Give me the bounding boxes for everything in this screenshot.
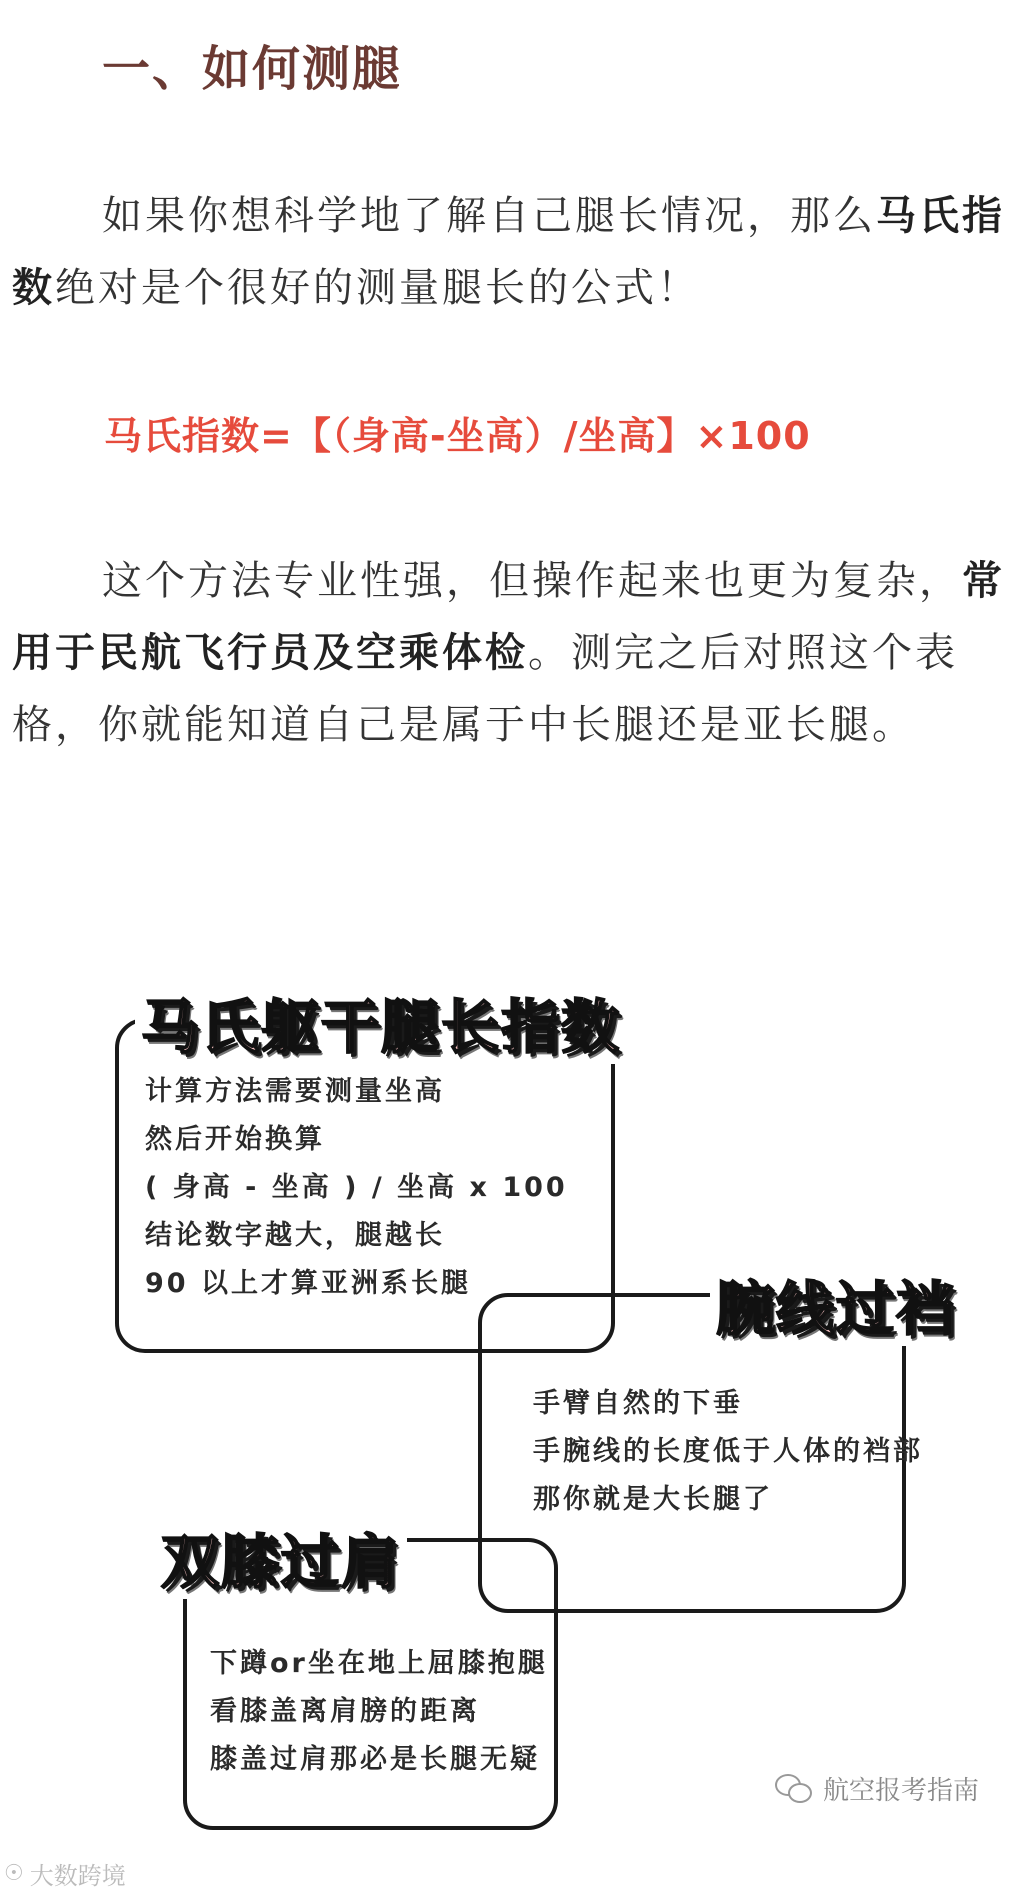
intro-text-1: 如果你想科学地了解自己腿长情况，那么 <box>102 193 876 239</box>
method-bold-text: 常用于民航飞行员及空乘体检 <box>12 558 1005 676</box>
method-text-2: 。测完之后对照这个表格，你就能知道自己是属于中长腿还是亚长腿。 <box>12 630 958 748</box>
card-line: 90 以上才算亚洲系长腿 <box>145 1268 471 1299</box>
card-line: ( 身高 - 坐高 ) / 坐高 x 100 <box>145 1172 568 1203</box>
card-line: 看膝盖离肩膀的距离 <box>210 1696 480 1727</box>
card-line: 那你就是大长腿了 <box>533 1484 773 1515</box>
intro-paragraph <box>12 180 1012 324</box>
method-text-1: 这个方法专业性强，但操作起来也更为复杂， <box>102 558 962 604</box>
card-line: 结论数字越大，腿越长 <box>145 1220 445 1251</box>
intro-text-2: 绝对是个很好的测量腿长的公式！ <box>55 265 700 311</box>
wechat-account-name: 航空报考指南 <box>823 1776 980 1806</box>
method-paragraph <box>12 545 1012 761</box>
section-heading: 一、如何测腿 <box>102 41 403 97</box>
wechat-account-watermark <box>775 1770 979 1807</box>
card-ma-index-title: 马氏躯干腿长指数 <box>135 980 627 1064</box>
weibo-icon: ☉ <box>4 1861 24 1886</box>
card-wrist-lines <box>533 1380 923 1524</box>
card-ma-index-lines <box>145 1068 568 1308</box>
watermark-text: 大数跨境 <box>29 1862 126 1890</box>
card-line: 计算方法需要测量坐高 <box>145 1076 445 1107</box>
card-line: 手臂自然的下垂 <box>533 1388 743 1419</box>
card-line: 下蹲or坐在地上屈膝抱腿 <box>210 1648 548 1679</box>
card-wrist-title: 腕线过裆 <box>710 1262 962 1346</box>
card-line: 手腕线的长度低于人体的裆部 <box>533 1436 923 1467</box>
card-line: 膝盖过肩那必是长腿无疑 <box>210 1744 540 1775</box>
card-knee-lines <box>210 1640 548 1784</box>
source-watermark <box>4 1856 126 1891</box>
card-line: 然后开始换算 <box>145 1124 325 1155</box>
intro-bold-term: 马氏指数 <box>12 193 1005 311</box>
wechat-icon <box>775 1774 813 1804</box>
formula-text: 马氏指数=【（身高-坐高）/坐高】×100 <box>104 414 811 458</box>
card-knee-title: 双膝过肩 <box>155 1515 407 1599</box>
